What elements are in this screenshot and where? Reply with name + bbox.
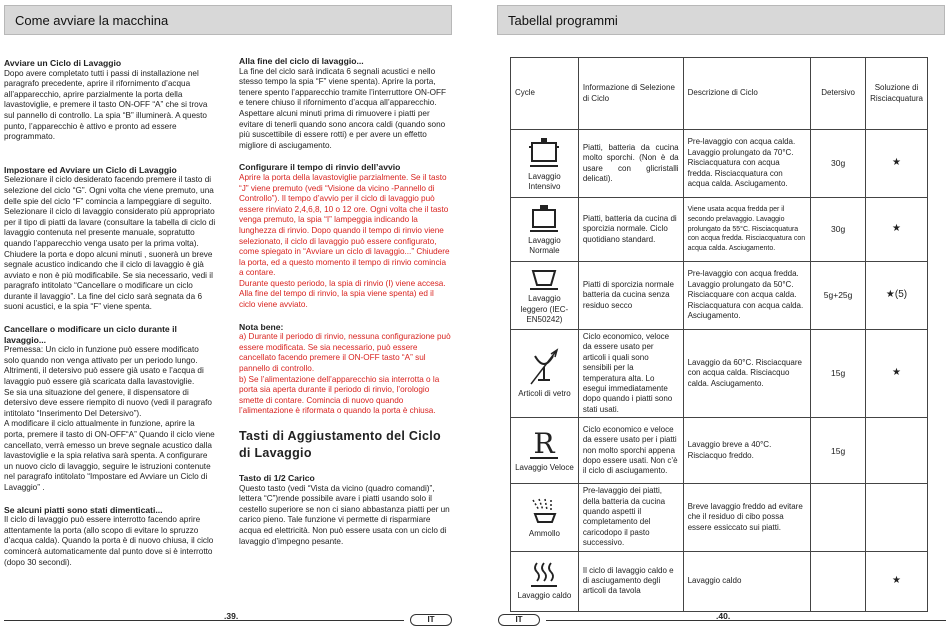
table-row bbox=[511, 484, 928, 551]
section-title: Impostare ed Avviare un Ciclo di Lavaggio bbox=[4, 164, 177, 175]
detergent-cell: 30g bbox=[811, 130, 866, 198]
detergent-cell: 30g bbox=[811, 198, 866, 262]
cycle-cell bbox=[511, 418, 579, 484]
info-cell: Piatti, batteria da cucina di sporcizia normale. Ciclo quotidiano standard. bbox=[578, 198, 683, 262]
paragraph: Durante questo periodo, la spia di rinvio (I) viene accesa. Alla fine del tempo di rinvio, la spia viene spenta) ed il ciclo viene avviato. bbox=[239, 278, 446, 310]
right-header-title: Tabellal programmi bbox=[508, 13, 618, 28]
language-badge-right: IT bbox=[498, 614, 540, 626]
left-header-title: Come avviare la macchina bbox=[15, 13, 169, 28]
header-cell: Detersivo bbox=[811, 58, 866, 130]
cycle-name: Lavaggio Intensivo bbox=[528, 171, 561, 191]
steam-icon bbox=[527, 560, 561, 588]
paragraph: Il ciclo di lavaggio può essere interrotto facendo aprire attentamente la porta (allo scopo di evitare lo spruzzo d’acqua calda). Quando la porta è di nuovo chiusa, il ciclo comincerà automaticamente dal punto dove si è interrotto (dopo 30 secondi). bbox=[4, 515, 214, 567]
rinse-cell: ★ bbox=[866, 551, 928, 611]
cycle-cell bbox=[511, 330, 579, 418]
header-cell: Descrizione di Ciclo bbox=[683, 58, 811, 130]
paragraph: Questo tasto (vedi “Vista da vicino (quadro comandi)”, lettera “C”)rende possibile avare i piatti usando solo il cestello superiore se non ci siano abbastanza piatti per un carico pieno. Tale funzione vi permette di risparmiare acqua ed elettricità. Non può essere usata con un ciclo di lavaggio d’impegno pesante. bbox=[239, 483, 450, 546]
section-title: Configurare il tempo di rinvio dell’avvio bbox=[239, 162, 401, 173]
right-page-header bbox=[497, 5, 945, 35]
paragraph: A modificare il ciclo attualmente in funzione, aprire la porta, premere il tasto di ON-OFF“A” Quando il ciclo viene cancellato, verrà emesso un breve segnale acustico dalla lavastoviglie e la spia relativa sarà spenta. A configurare un nuovo ciclo di lavaggio, seguire le istruzioni contenute nel paragrafo intitolato “Impostare ed Avviare un Ciclo di Lavaggio” . bbox=[4, 419, 215, 492]
page-number-right: .40. bbox=[716, 611, 731, 621]
rinse-cell bbox=[866, 418, 928, 484]
header-cell: Soluzione di Risciacquatura bbox=[866, 58, 928, 130]
paragraph: Chiudere la porta e dopo alcuni minuti , suonerà un breve segnale acustico indicando che il ciclo di lavaggio è già avviato e non è più modificabile. Se sia necessario, vedi il paragrafo intitolato “Cancellare o modificare un ciclo durante il lavaggio”. La fine del ciclo sarà segnata da 6 suoni acustici, e la spia “F” viene spenta. bbox=[4, 249, 213, 312]
detergent-cell bbox=[811, 484, 866, 551]
paragraph: a) Durante il periodo di rinvio, nessuna configurazione può essere modificata. Se sia necessario, può essere cancellato facendo premere il ON-OFF tasto “A” sul pannello di controllo. bbox=[239, 332, 451, 374]
program-table bbox=[510, 57, 928, 612]
detergent-cell: 5g+25g bbox=[811, 262, 866, 330]
detergent-cell: 15g bbox=[811, 418, 866, 484]
desc-cell: Lavaggio da 60°C. Risciacquare con acqua calda. Risciacquo calda. Asciugamento. bbox=[683, 330, 811, 418]
section-heading: Tasti di Aggiustamento del Ciclo di Lavaggio bbox=[239, 429, 441, 460]
desc-cell: Breve lavaggio freddo ad evitare che il residuo di cibo possa essere essiccato sui piatti. bbox=[683, 484, 811, 551]
detergent-cell: 15g bbox=[811, 330, 866, 418]
glass-icon bbox=[527, 348, 561, 386]
cycle-name: Lavaggio Normale bbox=[528, 235, 561, 255]
cycle-name: Ammollo bbox=[528, 528, 560, 538]
footer-rule-left bbox=[4, 620, 404, 621]
cycle-cell bbox=[511, 262, 579, 330]
cycle-name: Lavaggio leggero (IEC-EN50242) bbox=[520, 294, 569, 325]
desc-cell: Pre-lavaggio con acqua fredda. Lavaggio prolungato da 50°C. Risciacquare con acqua calda. Risciacquatura con acqua calda. Asciugamento. bbox=[683, 262, 811, 330]
r-icon bbox=[527, 428, 561, 460]
table-header-row bbox=[511, 58, 928, 130]
section-title: Nota bene: bbox=[239, 321, 284, 332]
middle-column bbox=[239, 56, 452, 547]
pot-icon bbox=[527, 135, 561, 169]
table-row bbox=[511, 262, 928, 330]
left-column bbox=[4, 58, 216, 568]
desc-cell: Lavaggio breve a 40°C. Risciacquo freddo. bbox=[683, 418, 811, 484]
info-cell: Ciclo economico e veloce da essere usato per i piatti non molto sporchi appena dopo essere usati. Non c’è il ciclo di asciugamento. bbox=[578, 418, 683, 484]
paragraph: Selezionare il ciclo desiderato facendo premere il tasto di selezione del ciclo “G”. Ogni volta che viene premuto, una delle spie del ciclo “F” comincia a lampeggiare di seguito. Selezionare il ciclo di lavaggio considerato più appropriato per il tipo di piatti da lavare (consultare la tabella di ciclo di lavaggio contenuta nel presente manuale, sopratutto quando l’apparecchio venga usato per la prima volta). bbox=[4, 175, 216, 248]
footer-rule-right bbox=[546, 620, 946, 621]
cycle-cell bbox=[511, 130, 579, 198]
paragraph: Se sia una situazione del genere, il dispensatore di detersivo deve essere riempito di nuovo (vedi il paragrafo intitolato “Inserimento Del Detersivo”). bbox=[4, 387, 212, 418]
detergent-cell bbox=[811, 551, 866, 611]
table-row bbox=[511, 198, 928, 262]
pan-icon bbox=[527, 203, 561, 233]
section-title: Alla fine del ciclo di lavaggio... bbox=[239, 56, 364, 66]
spray-icon bbox=[527, 496, 561, 526]
svg-text:R: R bbox=[533, 428, 555, 461]
desc-cell: Viene usata acqua fredda per il secondo prelavaggio. Lavaggio prolungato da 55°C. Risciacquatura con acqua fredda. Risciacquatura con acqua calda. Asciugamento. bbox=[683, 198, 811, 262]
section-title: Se alcuni piatti sono stati dimenticati... bbox=[4, 504, 163, 515]
info-cell: Piatti, batteria da cucina molto sporchi. (Non è da usare con glicristalli delicati). bbox=[578, 130, 683, 198]
paragraph: b) Se l’alimentazione dell’apparecchio sia interrotta o la porta sia aperta durante il periodo di rinvio, l’orologio smette di contare. Comincia di nuovo quando l’alimentazione è riformata o quando la porta è chiusa. bbox=[239, 374, 440, 416]
info-cell: Il ciclo di lavaggio caldo e di asciugamento degli articoli da tavola bbox=[578, 551, 683, 611]
cycle-name: Lavaggio caldo bbox=[517, 591, 572, 601]
section-title: Avviare un Ciclo di Lavaggio bbox=[4, 58, 122, 68]
rinse-cell: ★ bbox=[866, 198, 928, 262]
section-title: Tasto di 1/2 Carico bbox=[239, 473, 315, 483]
rinse-cell: ★(5) bbox=[866, 262, 928, 330]
paragraph: Altrimenti, il detersivo può essere già usato e l’acqua di lavaggio può essere già scaricata dalla lavastoviglie. bbox=[4, 366, 204, 387]
paragraph: Dopo avere completato tutti i passi di installazione nel paragrafo precedente, aprire il rifornimento d’acqua all’apparecchio, aprire parzialmente la porta della lavastoviglie, e premere il tasto ON-OFF “A” che si trova sul pannello di controllo. La spia “B” illuminerà. A questo punto, l’apparecchio è attivo e pronto ad essere programmato. bbox=[4, 68, 208, 142]
table-row bbox=[511, 130, 928, 198]
cycle-cell bbox=[511, 551, 579, 611]
rinse-cell: ★ bbox=[866, 130, 928, 198]
desc-cell: Lavaggio caldo bbox=[683, 551, 811, 611]
info-cell: Pre-lavaggio dei piatti, della batteria da cucina quando aspetti il completamento del caricodopo il pasto successivo. bbox=[578, 484, 683, 551]
cycle-name: Lavaggio Veloce bbox=[515, 463, 574, 473]
table-row bbox=[511, 418, 928, 484]
table-row bbox=[511, 551, 928, 611]
paragraph: La fine del ciclo sarà indicata 6 segnali acustici e nello stesso tempo la spia “F” viene spenta). Aprire la porta, tenere spento l’apparecchio tramite l’interruttore ON-OFF e tenere chiuso il rifornimento d’acqua all’apparecchio. Aspettare alcuni minuti prima di rimuovere i piatti per evitare di tenerli quando sono ancora caldi (quando sono più suscettibile di essere rotti) e per avere un effetto migliore di asciugamento. bbox=[239, 66, 447, 150]
cycle-cell bbox=[511, 484, 579, 551]
table-row bbox=[511, 330, 928, 418]
rinse-cell bbox=[866, 484, 928, 551]
info-cell: Ciclo economico, veloce da essere usato per articoli i quali sono sensibili per la temperatura alta. Lo esegui immediatamente dopo quando i piatti sono stati usati. bbox=[578, 330, 683, 418]
language-badge-left: IT bbox=[410, 614, 452, 626]
header-cell: Cycle bbox=[511, 58, 579, 130]
paragraph: Premessa: Un ciclo in funzione può essere modificato solo quando non venga attivato per un periodo lungo. bbox=[4, 345, 199, 365]
paragraph: Aprire la porta della lavastoviglie parzialmente. Se il tasto “J” viene premuto (vedi “Visione da vicino -Pannello di Controllo”). Il tempo d’avvio per il ciclo di lavaggio può essere rinviato 2,4,6,8, 10 o 12 ore. Ogni volta che il tasto venga premuto, la spia “I” lampeggia indicando la lunghezza di rinvio. Dopo quando il tempo di rinvio viene selezionato, il ciclo di lavaggio può essere configurato, come spiegato in “Avviare un ciclo di lavaggio...” Chiudere la porta, ed a questo momento il tempo di rinvio comincia a contare. bbox=[239, 172, 450, 278]
section-title: Cancellare o modificare un ciclo durante il lavaggio... bbox=[4, 324, 177, 345]
header-cell: Informazione di Selezione di Ciclo bbox=[578, 58, 683, 130]
page-number-left: .39. bbox=[224, 611, 239, 621]
left-page-header bbox=[4, 5, 452, 35]
desc-cell: Pre-lavaggio con acqua calda. Lavaggio prolungato da 70°C. Risciacquatura con acqua fredda. Risciacquatura con acqua calda. Asciugamento. bbox=[683, 130, 811, 198]
cycle-cell bbox=[511, 198, 579, 262]
cycle-name: Articoli di vetro bbox=[518, 388, 571, 398]
bowl-icon bbox=[527, 265, 561, 291]
rinse-cell: ★ bbox=[866, 330, 928, 418]
info-cell: Piatti di sporcizia normale batteria da cucina senza residuo secco bbox=[578, 262, 683, 330]
